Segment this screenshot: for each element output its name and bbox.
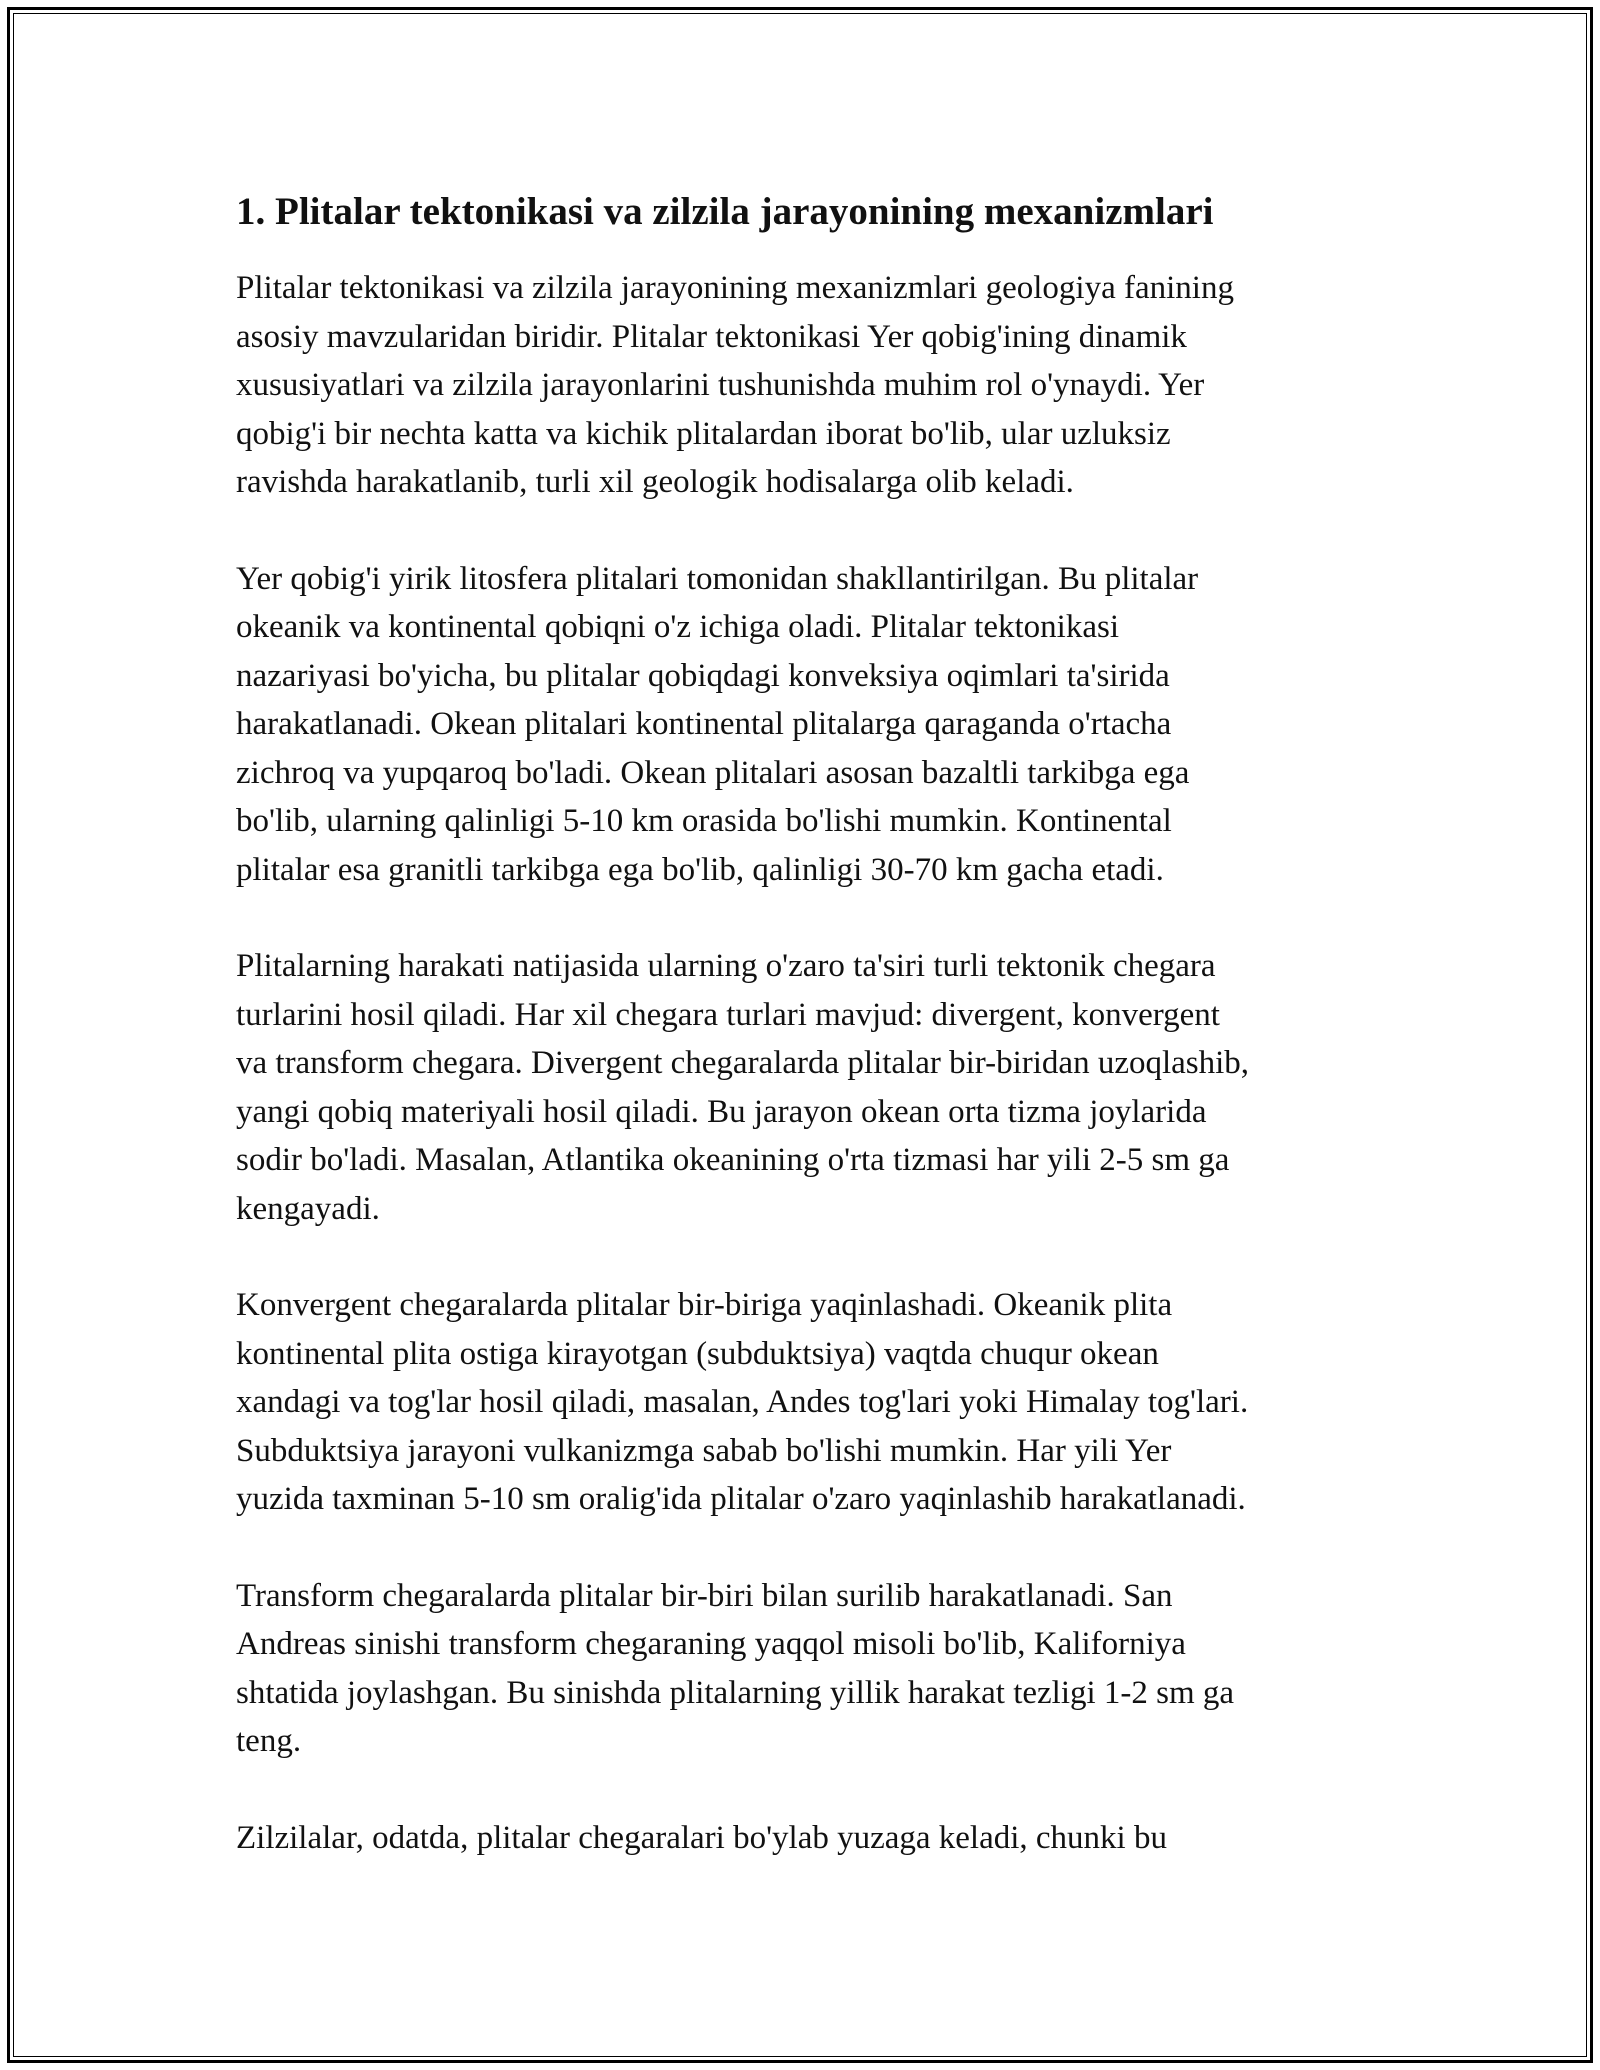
text-line: turlarini hosil qiladi. Har xil chegara turlari mavjud: divergent, konvergent <box>236 996 1220 1033</box>
text-line: nazariyasi bo'yicha, bu plitalar qobiqdagi konveksiya oqimlari ta'sirida <box>236 657 1170 694</box>
text-line: teng. <box>236 1723 302 1759</box>
text-line: Plitalar tektonikasi va zilzila jarayonining mexanizmlari geologiya fanining <box>236 270 1234 306</box>
paragraph-3 <box>236 942 1366 1233</box>
paragraph-6 <box>236 1814 1366 1863</box>
paragraph-5 <box>236 1572 1366 1766</box>
text-line: Andreas sinishi transform chegaraning yaqqol misoli bo'lib, Kaliforniya <box>236 1626 1186 1662</box>
text-line: yangi qobiq materiyali hosil qiladi. Bu jarayon okean orta tizma joylarida <box>236 1093 1207 1130</box>
text-line: okeanik va kontinental qobiqni o'z ichiga oladi. Plitalar tektonikasi <box>236 609 1119 645</box>
document-title: 1. Plitalar tektonikasi va zilzila jarayonining mexanizmlari <box>236 190 1214 233</box>
text-line: Subduktsiya jarayoni vulkanizmga sabab bo'lishi mumkin. Har yili Yer <box>236 1432 1172 1469</box>
text-line: shtatida joylashgan. Bu sinishda plitalarning yillik harakat tezligi 1-2 sm ga <box>236 1674 1235 1711</box>
text-line: Transform chegaralarda plitalar bir-biri bilan surilib harakatlanadi. San <box>236 1577 1173 1614</box>
text-line: xususiyatlari va zilzila jarayonlarini tushunishda muhim rol o'ynaydi. Yer <box>236 367 1205 403</box>
text-line: kengayadi. <box>236 1190 380 1227</box>
text-line: plitalar esa granitli tarkibga ega bo'lib, qalinligi 30-70 km gacha etadi. <box>236 851 1164 888</box>
text-line: bo'lib, ularning qalinligi 5-10 km orasida bo'lishi mumkin. Kontinental <box>236 803 1172 839</box>
text-line: sodir bo'ladi. Masalan, Atlantika okeanining o'rta tizmasi har yili 2-5 sm ga <box>236 1142 1230 1178</box>
document-content <box>236 186 1366 1910</box>
text-line: Zilzilalar, odatda, plitalar chegaralari bo'ylab yuzaga keladi, chunki bu <box>236 1819 1167 1856</box>
text-line: yuzida taxminan 5-10 sm oralig'ida plitalar o'zaro yaqinlashib harakatlanadi. <box>236 1481 1246 1517</box>
paragraph-1 <box>236 264 1366 507</box>
text-line: qobig'i bir nechta katta va kichik plitalardan iborat bo'lib, ular uzluksiz <box>236 415 1171 452</box>
text-line: Konvergent chegaralarda plitalar bir-biriga yaqinlashadi. Okeanik plita <box>236 1287 1173 1323</box>
text-line: harakatlanadi. Okean plitalari kontinental plitalarga qaraganda o'rtacha <box>236 706 1172 742</box>
text-line: ravishda harakatlanib, turli xil geologik hodisalarga olib keladi. <box>236 464 1074 500</box>
paragraph-4 <box>236 1281 1366 1524</box>
text-line: kontinental plita ostiga kirayotgan (subduktsiya) vaqtda chuqur okean <box>236 1335 1159 1372</box>
text-line: xandagi va tog'lar hosil qiladi, masalan, Andes tog'lari yoki Himalay tog'lari. <box>236 1384 1249 1420</box>
text-line: asosiy mavzularidan biridir. Plitalar tektonikasi Yer qobig'ining dinamik <box>236 318 1187 355</box>
text-line: zichroq va yupqaroq bo'ladi. Okean plitalari asosan bazaltli tarkibga ega <box>236 754 1190 791</box>
text-line: va transform chegara. Divergent chegaralarda plitalar bir-biridan uzoqlashib, <box>236 1045 1250 1081</box>
text-line: Plitalarning harakati natijasida ularning o'zaro ta'siri turli tektonik chegara <box>236 948 1216 984</box>
text-line: Yer qobig'i yirik litosfera plitalari tomonidan shakllantirilgan. Bu plitalar <box>236 560 1199 597</box>
paragraph-2 <box>236 555 1366 895</box>
